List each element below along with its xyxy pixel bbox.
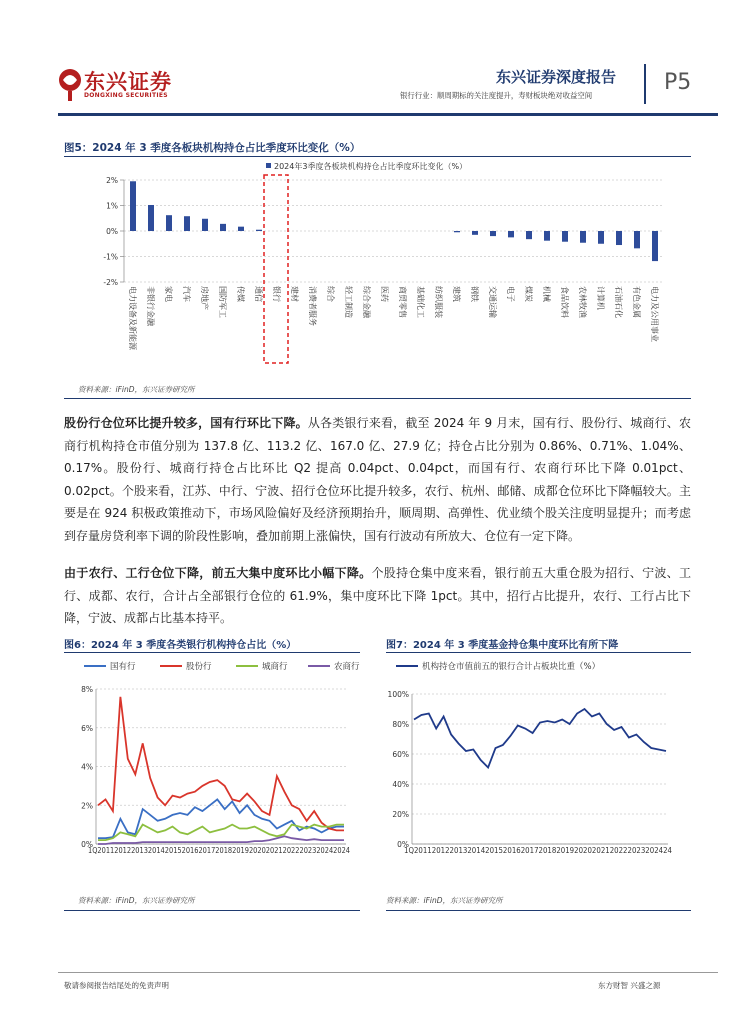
fig7-title-rule <box>386 652 691 653</box>
legend-label: 国有行 <box>110 662 136 672</box>
x-tick-label: 食品饮料 <box>560 286 569 318</box>
legend-label: 城商行 <box>262 662 288 672</box>
bar <box>544 231 550 241</box>
footer-disclaimer: 敬请参阅报告结尾处的免责声明 <box>64 981 169 990</box>
x-tick-label: 消费者服务 <box>308 286 317 326</box>
fig7-title: 图7：2024 年 3 季度基金持仓集中度环比有所下降 <box>386 640 619 651</box>
y-tick-label: 4% <box>81 762 93 772</box>
x-tick-label: 有色金属 <box>632 286 641 318</box>
y-tick-label: 8% <box>81 685 93 694</box>
x-tick-label: 银行 <box>272 286 281 302</box>
series-line <box>414 709 666 768</box>
x-tick-label: 计算机 <box>596 286 605 310</box>
y-tick-label: -1% <box>103 252 118 262</box>
x-tick-label: 家电 <box>164 286 173 302</box>
y-tick-label: 0% <box>81 840 93 849</box>
x-tick-label: 建材 <box>290 286 299 302</box>
y-tick-label: 2% <box>81 801 93 811</box>
logo-mark-icon <box>58 62 82 102</box>
fig5-chart <box>64 158 691 372</box>
paragraph-2-lead: 由于农行、工行仓位下降，前五大集中度环比小幅下降。 <box>64 566 372 580</box>
x-tick-label: 国防军工 <box>218 286 227 318</box>
x-tick-label: 电力设备及新能源 <box>128 286 137 350</box>
report-subtitle: 银行行业：顺周期标的关注度提升，寿财板块绝对收益空间 <box>400 91 593 100</box>
bar <box>220 224 226 231</box>
fig5-source: 资料来源：iFinD，东兴证券研究所 <box>78 385 195 394</box>
x-tick-label: 传媒 <box>236 286 245 302</box>
x-tick-label: 综合 <box>326 286 335 302</box>
bar <box>580 231 586 243</box>
bar <box>652 231 658 261</box>
bar <box>562 231 568 242</box>
bar <box>526 231 532 239</box>
fig7-source: 资料来源：iFinD，东兴证券研究所 <box>386 896 503 905</box>
paragraph-1-lead: 股份行仓位环比提升较多，国有行环比下降。 <box>64 416 308 430</box>
x-tick-label: 农林牧渔 <box>578 286 587 318</box>
y-tick-label: -2% <box>103 278 118 287</box>
fig6-title-rule <box>64 652 360 653</box>
paragraph-1 <box>64 412 691 547</box>
x-tick-label: 石油石化 <box>614 286 623 318</box>
fig6-source: 资料来源：iFinD，东兴证券研究所 <box>78 896 195 905</box>
footer-rule <box>58 972 718 973</box>
bar <box>256 230 262 231</box>
fig7-chart <box>386 654 691 868</box>
page-header <box>0 0 755 118</box>
y-tick-label: 40% <box>392 780 409 789</box>
bar <box>202 219 208 231</box>
fig6-title: 图6：2024 年 3 季度各类银行机构持仓占比（%） <box>64 640 297 651</box>
bar <box>598 231 604 244</box>
legend-label: 2024年3季度各板块机构持仓占比季度环比变化（%） <box>274 162 468 171</box>
fig5-bottom-rule <box>64 398 691 399</box>
header-rule <box>58 113 718 116</box>
bar <box>472 231 478 235</box>
y-tick-label: 80% <box>392 720 409 729</box>
x-tick-label: 汽车 <box>182 286 191 302</box>
x-tick-label: 钢铁 <box>470 286 479 302</box>
series-line <box>98 799 344 838</box>
bar <box>130 181 136 231</box>
y-tick-label: 1% <box>106 201 118 211</box>
paragraph-2-body: 个股持仓集中度来看，银行前五大重仓股为招行、宁波、工行、成都、农行，合计占全部银行仓位的 61.9%，集中度环比下降 1pct。其中，招行占比提升，农行、工行占比下降，宁波、成都占比基本持平。 <box>64 566 691 625</box>
x-tick-labels: 1Q201120122013201420152016201720182019202020212022202320242024 <box>88 846 351 855</box>
x-tick-label: 建筑 <box>452 286 461 302</box>
series-line <box>98 697 344 831</box>
legend-label: 农商行 <box>334 662 360 672</box>
legend-label: 机构持仓市值前五的银行合计占板块比重（%） <box>422 662 601 672</box>
fig5-title-rule <box>64 156 691 157</box>
footer-slogan: 东方财智 兴盛之源 <box>598 981 661 990</box>
x-tick-label: 纺织服装 <box>434 286 443 318</box>
legend-swatch <box>266 163 271 168</box>
bar <box>508 231 514 237</box>
header-divider <box>644 64 646 104</box>
x-tick-label: 非银行金融 <box>146 286 155 326</box>
x-tick-label: 电子 <box>506 286 515 302</box>
logo-text: 东兴证券 <box>84 70 172 94</box>
highlight-box <box>264 175 288 363</box>
y-tick-label: 2% <box>106 176 118 185</box>
x-tick-label: 房地产 <box>200 286 209 310</box>
paragraph-1-body: 从各类银行来看，截至 2024 年 9 月末，国有行、股份行、城商行、农商行机构持仓市值分别为 137.8 亿、113.2 亿、167.0 亿、27.9 亿；持仓占比分别为 0.86%、0.71%、1.04%、0.17%。股份行、城商行持仓占比环比 Q2 提高 0.04pct、0.04pct，而国有行、农商行环比下降 0.01pct、0.02pct。个股来看，江苏、中行、宁波、招行仓位环比提升较多，农行、杭州、邮储、成都仓位环比下降幅较大。主要是在 924 积极政策推动下，市场风险偏好及经济预期抬升，顺周期、高弹性、优业绩个股关注度明显提升；而考虑到存量房贷利率下调的阶段性影响，叠加前期上涨偏快，国有行波动有所放大、仓位有一定下降。 <box>64 416 691 543</box>
bar <box>616 231 622 245</box>
bar <box>454 231 460 232</box>
x-tick-label: 交通运输 <box>488 286 497 318</box>
bar <box>184 216 190 231</box>
x-tick-labels: 1Q2011201220132014201520162017201820192020202120222023202424 <box>404 846 673 855</box>
legend-label: 股份行 <box>186 662 212 672</box>
x-tick-label: 轻工制造 <box>344 286 353 318</box>
report-title: 东兴证券深度报告 <box>496 68 617 86</box>
y-tick-label: 0% <box>397 840 409 849</box>
x-tick-label: 机械 <box>542 286 551 302</box>
x-tick-label: 电力及公用事业 <box>650 286 659 342</box>
bar <box>490 231 496 236</box>
y-tick-label: 20% <box>392 810 409 819</box>
x-tick-label: 通信 <box>254 286 263 302</box>
fig7-bottom-rule <box>386 910 691 911</box>
bar <box>634 231 640 248</box>
paragraph-2 <box>64 562 691 630</box>
bar <box>148 205 154 231</box>
x-tick-label: 商贸零售 <box>398 286 407 318</box>
x-tick-label: 综合金融 <box>362 286 371 318</box>
y-tick-label: 100% <box>387 690 409 699</box>
x-tick-label: 煤炭 <box>524 286 533 302</box>
y-tick-label: 60% <box>392 750 409 759</box>
series-line <box>98 836 344 844</box>
x-tick-label: 基础化工 <box>416 286 425 318</box>
y-tick-label: 0% <box>106 227 118 236</box>
fig5-title: 图5：2024 年 3 季度各板块机构持仓占比季度环比变化（%） <box>64 142 361 154</box>
logo-english: DONGXING SECURITIES <box>84 92 168 99</box>
page-number: P5 <box>664 70 692 95</box>
fig6-chart <box>64 654 362 868</box>
x-tick-label: 医药 <box>380 286 389 302</box>
bar <box>238 227 244 231</box>
bar <box>166 215 172 231</box>
y-tick-label: 6% <box>81 723 93 733</box>
fig6-bottom-rule <box>64 910 360 911</box>
